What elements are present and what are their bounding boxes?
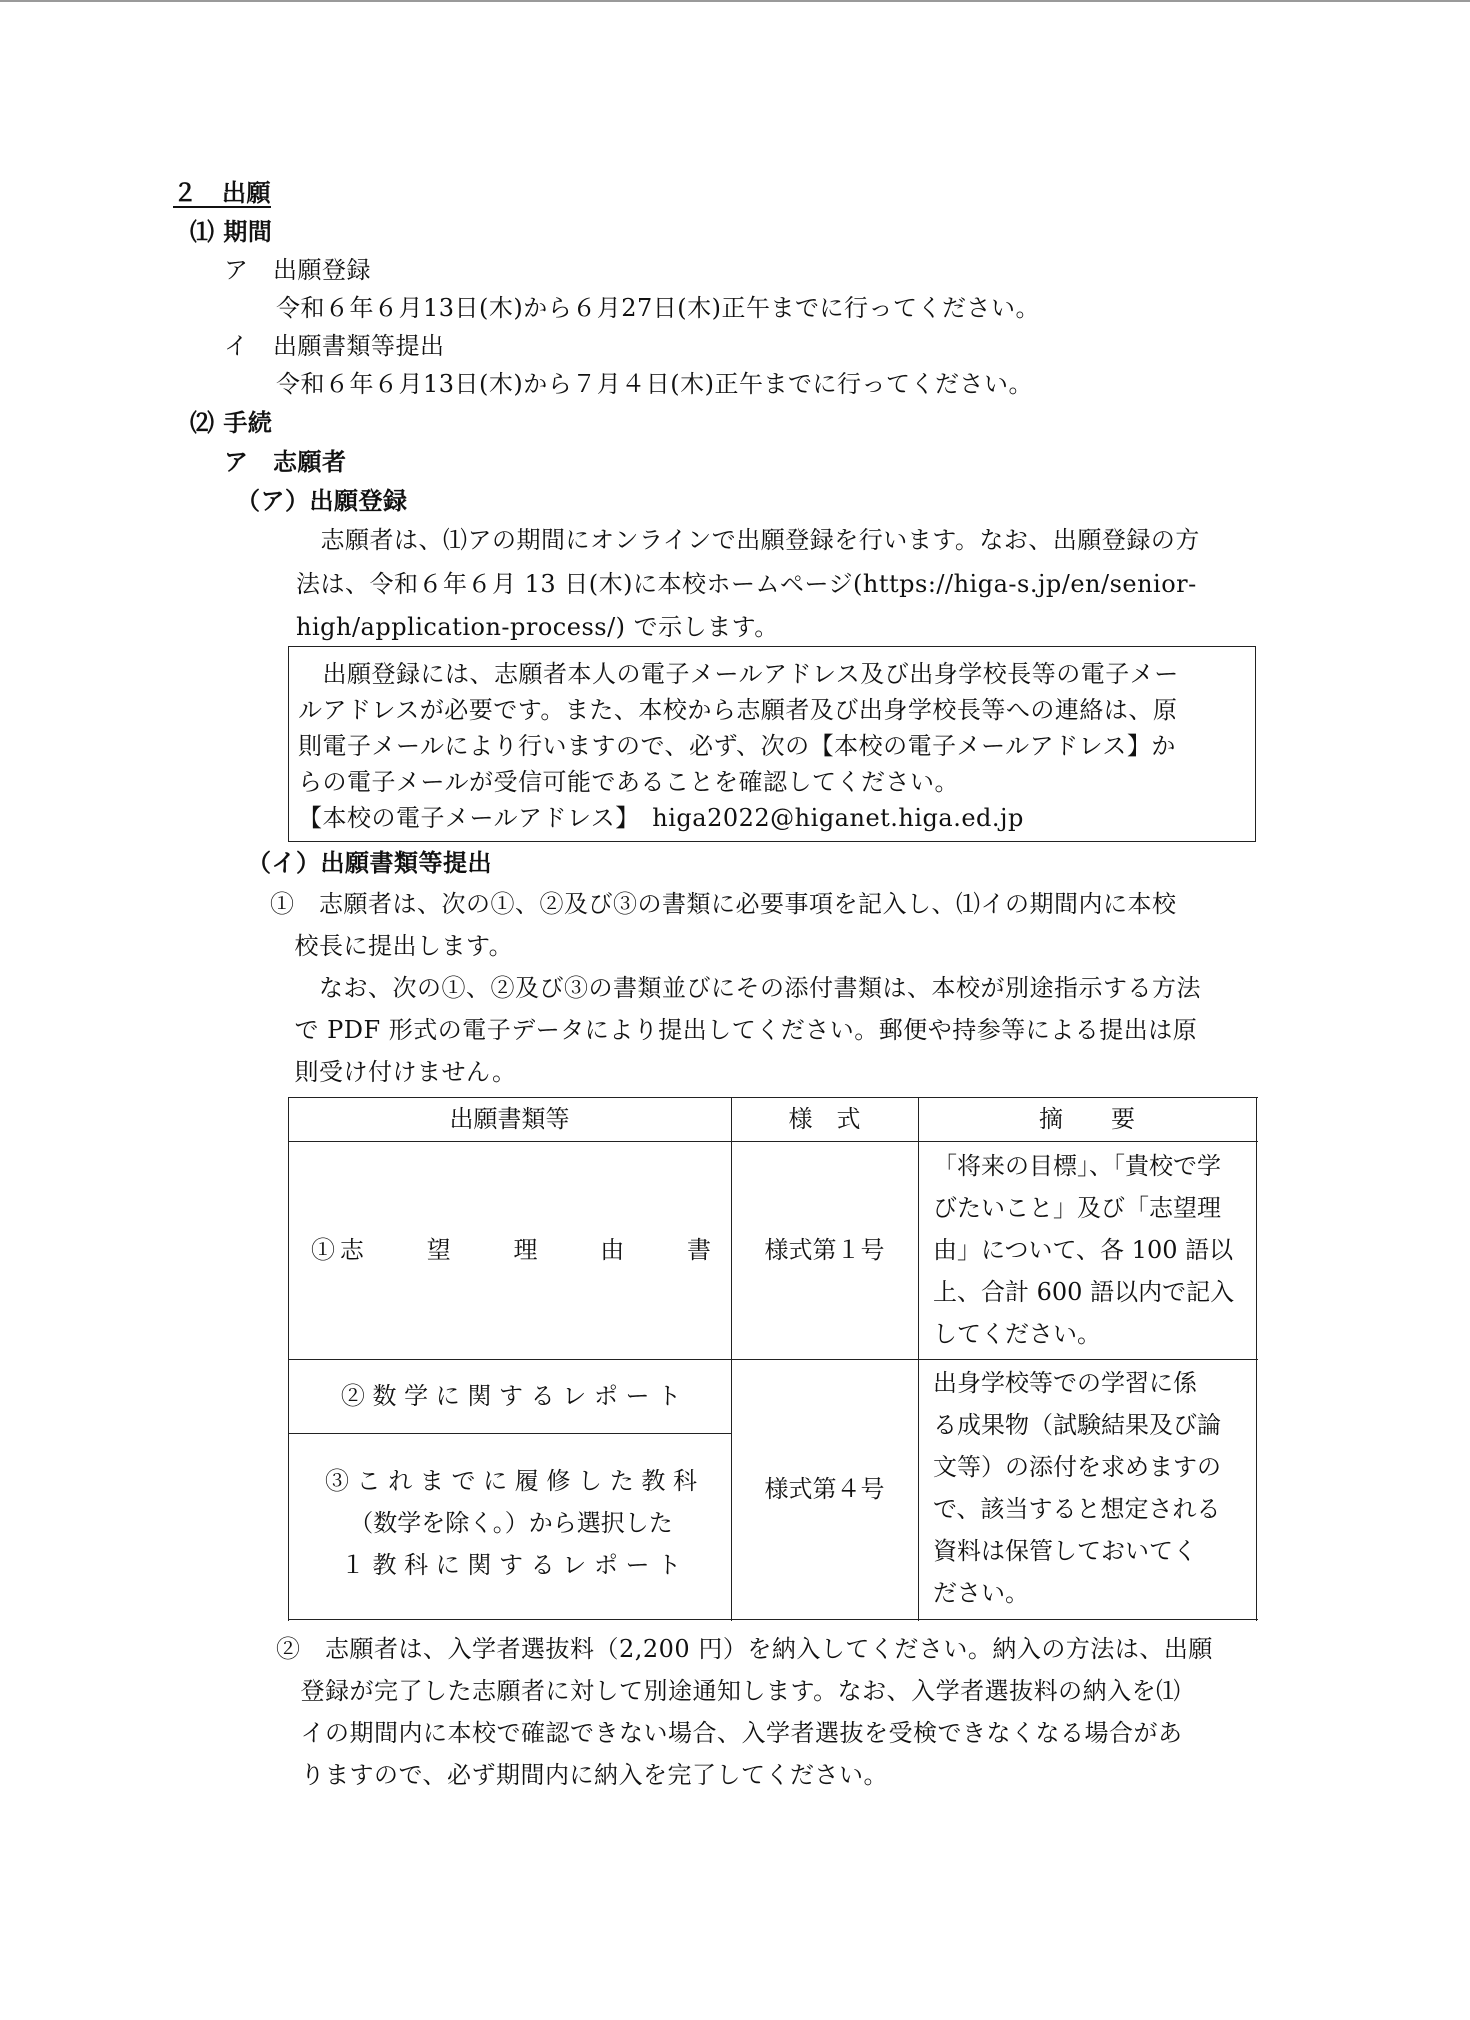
- notice-line: ルアドレスが必要です。また、本校から志願者及び出身学校長等への連絡は、原: [298, 696, 1178, 724]
- table-header-documents: 出願書類等: [449, 1105, 570, 1133]
- table-cell-document: （数学を除く。）から選択した: [349, 1509, 673, 1537]
- item2-line: ② 志願者は、入学者選抜料（2,200 円）を納入してください。納入の方法は、出願: [276, 1635, 1213, 1663]
- notice-line: 出願登録には、志願者本人の電子メールアドレス及び出身学校長等の電子メー: [298, 660, 1179, 688]
- table-cell-document: ② 数 学 に 関 す る レ ポ ー ト: [340, 1382, 682, 1410]
- table-cell-summary: 資料は保管しておいてく: [933, 1537, 1197, 1565]
- sub-a-line: 志願者は、⑴アの期間にオンラインで出願登録を行います。なお、出願登録の方: [296, 526, 1200, 554]
- item1-line: 校長に提出します。: [270, 932, 514, 960]
- sub-a-line: 法は、令和６年６月 13 日(木)に本校ホームページ(https://higa-s.jp/en/senior-: [296, 570, 1197, 598]
- table-cell-form: 様式第１号: [764, 1236, 885, 1264]
- item1-line: なお、次の①、②及び③の書類並びにその添付書類は、本校が別途指示する方法: [270, 974, 1201, 1002]
- table-cell-form: 様式第４号: [764, 1475, 885, 1503]
- item1-line: で PDF 形式の電子データにより提出してください。郵便や持参等による提出は原: [270, 1016, 1198, 1044]
- table-cell-summary: 出身学校等での学習に係: [933, 1369, 1197, 1397]
- table-cell-document: １ 教 科 に 関 す る レ ポ ー ト: [340, 1551, 682, 1579]
- documents-table: [288, 1097, 1258, 1621]
- period-i-label: イ 出願書類等提出: [224, 332, 445, 360]
- page-top-border: [0, 0, 1470, 2]
- section-title: ２ 出願: [173, 178, 271, 207]
- period-a-text: 令和６年６月13日(木)から６月27日(木)正午までに行ってください。: [276, 294, 1041, 322]
- sub-a-label: （ア）出願登録: [236, 486, 408, 515]
- table-cell-summary: 文等）の添付を求めますの: [933, 1453, 1221, 1481]
- procedure-heading: ⑵ 手続: [190, 408, 273, 437]
- table-header-form: 様 式: [788, 1105, 861, 1133]
- table-rule: [918, 1097, 919, 1621]
- notice-line: 則電子メールにより行いますので、必ず、次の【本校の電子メールアドレス】か: [298, 732, 1176, 760]
- table-rule: [288, 1097, 289, 1621]
- item2-line: イの期間内に本校で確認できない場合、入学者選抜を受検できなくなる場合があ: [276, 1719, 1183, 1747]
- period-heading: ⑴ 期間: [190, 217, 273, 246]
- table-cell-summary: で、該当すると想定される: [933, 1495, 1221, 1523]
- table-cell-summary: ださい。: [933, 1579, 1029, 1607]
- notice-line: らの電子メールが受信可能であることを確認してください。: [298, 768, 960, 796]
- table-rule: [288, 1619, 1258, 1620]
- table-cell-summary: 「将来の目標」、「貴校で学: [933, 1152, 1221, 1180]
- table-rule: [288, 1433, 732, 1434]
- item1-line: ① 志願者は、次の①、②及び③の書類に必要事項を記入し、⑴イの期間内に本校: [270, 890, 1177, 918]
- table-cell-document: ③ こ れ ま で に 履 修 し た 教 科: [325, 1467, 697, 1495]
- table-cell-summary: びたいこと」及び「志望理: [933, 1194, 1221, 1222]
- table-rule: [288, 1359, 1258, 1360]
- sub-a-line: high/application-process/) で示します。: [296, 613, 779, 641]
- item2-line: 登録が完了した志願者に対して別途通知します。なお、入学者選抜料の納入を⑴: [276, 1677, 1181, 1705]
- table-rule: [288, 1097, 1258, 1098]
- period-i-text: 令和６年６月13日(木)から７月４日(木)正午までに行ってください。: [276, 370, 1033, 398]
- table-rule: [288, 1141, 1258, 1142]
- table-rule: [731, 1097, 732, 1621]
- table-cell-summary: 上、合計 600 語以内で記入: [933, 1278, 1235, 1306]
- table-cell-summary: る成果物（試験結果及び論: [933, 1411, 1221, 1439]
- table-rule: [1256, 1097, 1257, 1621]
- table-cell-summary: 由」について、各 100 語以: [933, 1236, 1234, 1264]
- notice-email-line: 【本校の電子メールアドレス】 higa2022@higanet.higa.ed.jp: [298, 804, 1024, 832]
- period-a-label: ア 出願登録: [224, 256, 371, 284]
- procedure-a-label: ア 志願者: [224, 447, 347, 476]
- table-cell-summary: してください。: [933, 1320, 1101, 1348]
- item2-line: りますので、必ず期間内に納入を完了してください。: [276, 1761, 889, 1789]
- table-cell-document: ①志 望 理 由 書: [311, 1236, 711, 1264]
- sub-i-label: （イ）出願書類等提出: [247, 848, 492, 877]
- table-header-summary: 摘 要: [1039, 1105, 1135, 1133]
- item1-line: 則受け付けません。: [270, 1058, 517, 1086]
